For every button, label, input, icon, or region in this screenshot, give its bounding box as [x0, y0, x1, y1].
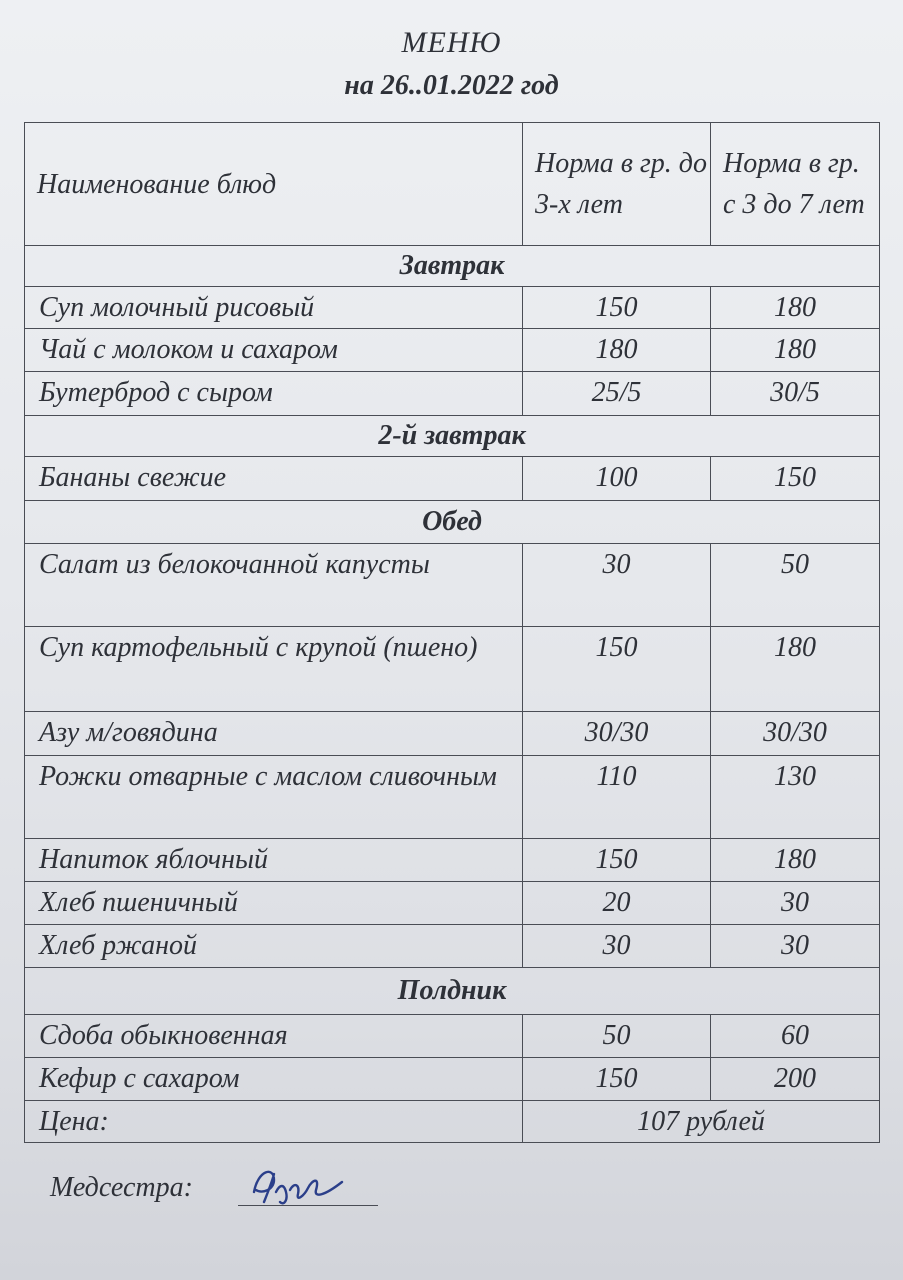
norm-3-to-7: 180	[711, 329, 880, 372]
norm-under-3: 150	[523, 1058, 711, 1101]
section-title: 2-й завтрак	[25, 416, 880, 457]
table-row	[25, 712, 880, 756]
norm-under-3: 180	[523, 329, 711, 372]
norm-under-3: 30	[523, 544, 711, 627]
table-header-row	[25, 123, 880, 246]
section-title: Полдник	[25, 968, 880, 1015]
norm-3-to-7: 30/5	[711, 372, 880, 416]
page-title: МЕНЮ	[401, 26, 502, 59]
column-header-3-to-7: Норма в гр. с 3 до 7 лет	[711, 123, 880, 246]
norm-3-to-7: 60	[711, 1015, 880, 1058]
norm-3-to-7: 180	[711, 839, 880, 882]
norm-3-to-7: 30	[711, 882, 880, 925]
nurse-signature-label: Медсестра:	[50, 1172, 193, 1203]
table-row	[25, 287, 880, 329]
dish-name: Суп молочный рисовый	[25, 287, 523, 329]
dish-name: Бутерброд с сыром	[25, 372, 523, 416]
table-row	[25, 756, 880, 839]
norm-under-3: 110	[523, 756, 711, 839]
dish-name: Азу м/говядина	[25, 712, 523, 756]
column-header-under-3: Норма в гр. до 3-х лет	[523, 123, 711, 246]
table-row	[25, 457, 880, 501]
table-row	[25, 627, 880, 712]
norm-3-to-7: 50	[711, 544, 880, 627]
table-row	[25, 544, 880, 627]
dish-name: Хлеб пшеничный	[25, 882, 523, 925]
section-row	[25, 416, 880, 457]
dish-name: Чай с молоком и сахаром	[25, 329, 523, 372]
norm-under-3: 150	[523, 287, 711, 329]
dish-name: Бананы свежие	[25, 457, 523, 501]
norm-3-to-7: 30/30	[711, 712, 880, 756]
menu-date: на 26..01.2022 год	[344, 70, 559, 101]
dish-name: Сдоба обыкновенная	[25, 1015, 523, 1058]
column-header-dish: Наименование блюд	[25, 123, 523, 246]
norm-under-3: 25/5	[523, 372, 711, 416]
price-label: Цена:	[25, 1101, 523, 1143]
table-row	[25, 839, 880, 882]
table-row	[25, 372, 880, 416]
dish-name: Салат из белокочанной капусты	[25, 544, 523, 627]
price-value: 107 рублей	[523, 1101, 880, 1143]
norm-under-3: 30/30	[523, 712, 711, 756]
norm-under-3: 150	[523, 627, 711, 712]
dish-name: Напиток яблочный	[25, 839, 523, 882]
price-row	[25, 1101, 880, 1143]
norm-under-3: 50	[523, 1015, 711, 1058]
norm-3-to-7: 180	[711, 287, 880, 329]
section-row	[25, 501, 880, 544]
norm-3-to-7: 130	[711, 756, 880, 839]
table-row	[25, 925, 880, 968]
section-title: Завтрак	[25, 246, 880, 287]
norm-3-to-7: 200	[711, 1058, 880, 1101]
section-row	[25, 246, 880, 287]
norm-3-to-7: 30	[711, 925, 880, 968]
table-row	[25, 329, 880, 372]
norm-3-to-7: 150	[711, 457, 880, 501]
handwritten-signature	[244, 1162, 354, 1212]
table-row	[25, 1015, 880, 1058]
section-row	[25, 968, 880, 1015]
menu-table	[24, 122, 880, 1143]
dish-name: Кефир с сахаром	[25, 1058, 523, 1101]
dish-name: Суп картофельный с крупой (пшено)	[25, 627, 523, 712]
dish-name: Рожки отварные с маслом сливочным	[25, 756, 523, 839]
norm-3-to-7: 180	[711, 627, 880, 712]
table-row	[25, 1058, 880, 1101]
dish-name: Хлеб ржаной	[25, 925, 523, 968]
norm-under-3: 20	[523, 882, 711, 925]
norm-under-3: 100	[523, 457, 711, 501]
norm-under-3: 30	[523, 925, 711, 968]
table-row	[25, 882, 880, 925]
norm-under-3: 150	[523, 839, 711, 882]
section-title: Обед	[25, 501, 880, 544]
